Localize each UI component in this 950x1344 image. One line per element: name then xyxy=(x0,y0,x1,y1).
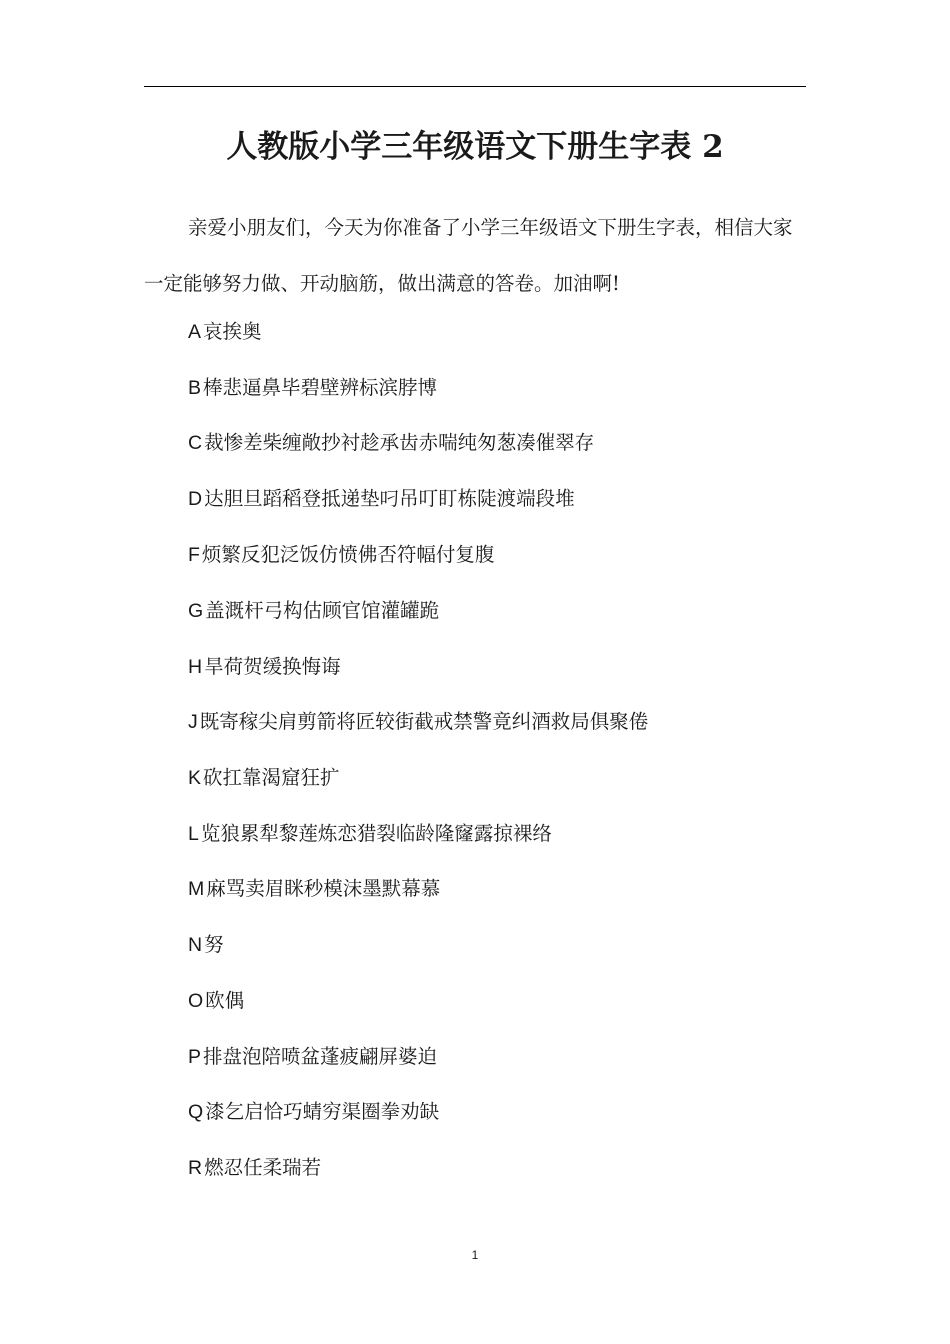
entry-chars: 达胆旦蹈稻登抵递垫叼吊叮盯栋陡渡端段堆 xyxy=(204,487,575,510)
entry-letter: K xyxy=(188,767,202,789)
entry-chars: 烦繁反犯泛饭仿愤佛否符幅付复腹 xyxy=(201,543,495,566)
entry-letter: R xyxy=(188,1157,203,1179)
entry-letter: M xyxy=(188,878,205,900)
list-item xyxy=(188,317,262,347)
list-item xyxy=(188,819,552,849)
list-item xyxy=(188,1042,437,1072)
entry-letter: L xyxy=(188,823,199,845)
page-title: 人教版小学三年级语文下册生字表 2 xyxy=(226,129,724,165)
entry-chars: 棒悲逼鼻毕碧壁辨标滨脖博 xyxy=(203,376,438,399)
entry-letter: F xyxy=(188,544,200,566)
list-item xyxy=(188,428,594,458)
entry-chars: 砍扛靠渴窟狂扩 xyxy=(203,766,340,789)
entry-letter: D xyxy=(188,488,203,510)
entry-chars: 燃忍任柔瑞若 xyxy=(204,1156,322,1179)
header-rule xyxy=(144,86,806,87)
entry-letter: P xyxy=(188,1046,202,1068)
page-number: 1 xyxy=(471,1248,479,1262)
list-item xyxy=(188,986,244,1016)
entry-chars: 欧偶 xyxy=(205,989,245,1012)
entry-chars: 排盘泡陪喷盆蓬疲翩屏婆迫 xyxy=(203,1045,438,1068)
entry-chars: 既寄稼尖肩剪箭将匠较街截戒禁警竟纠酒救局俱聚倦 xyxy=(199,710,649,733)
list-item xyxy=(188,373,437,403)
entry-letter: Q xyxy=(188,1101,204,1123)
entry-letter: N xyxy=(188,934,203,956)
list-item xyxy=(188,930,224,960)
entry-letter: H xyxy=(188,656,203,678)
list-item xyxy=(188,1097,439,1127)
list-item xyxy=(188,652,341,682)
list-item xyxy=(188,1153,321,1183)
entry-letter: O xyxy=(188,990,204,1012)
entry-chars: 盖溉杆弓构估顾官馆灌罐跪 xyxy=(205,599,440,622)
entry-chars: 努 xyxy=(204,933,224,956)
entry-chars: 漆乞启恰巧蜻穷渠圈拳劝缺 xyxy=(205,1100,440,1123)
entry-letter: B xyxy=(188,377,202,399)
list-item xyxy=(188,763,340,793)
intro-paragraph: 亲爱小朋友们，今天为你准备了小学三年级语文下册生字表，相信大家一定能够努力做、开动脑筋，做出满意的答卷。加油啊! xyxy=(144,216,793,295)
entry-chars: 裁惨差柴缠敞抄衬趁承齿赤喘纯匆葱凑催翠存 xyxy=(204,431,595,454)
entry-chars: 麻骂卖眉眯秒模沫墨默幕慕 xyxy=(206,877,441,900)
entry-chars: 哀挨奥 xyxy=(203,320,262,343)
entry-chars: 旱荷贺缓换悔诲 xyxy=(204,655,341,678)
list-item xyxy=(188,484,575,514)
list-item xyxy=(188,707,648,737)
entry-letter: C xyxy=(188,432,203,454)
entry-chars: 览狼累犁黎莲炼恋猎裂临龄隆窿露掠裸络 xyxy=(200,822,552,845)
entry-letter: A xyxy=(188,321,202,343)
list-item xyxy=(188,540,494,570)
entry-letter: J xyxy=(188,711,198,733)
list-item xyxy=(188,596,439,626)
list-item xyxy=(188,874,440,904)
entry-letter: G xyxy=(188,600,204,622)
